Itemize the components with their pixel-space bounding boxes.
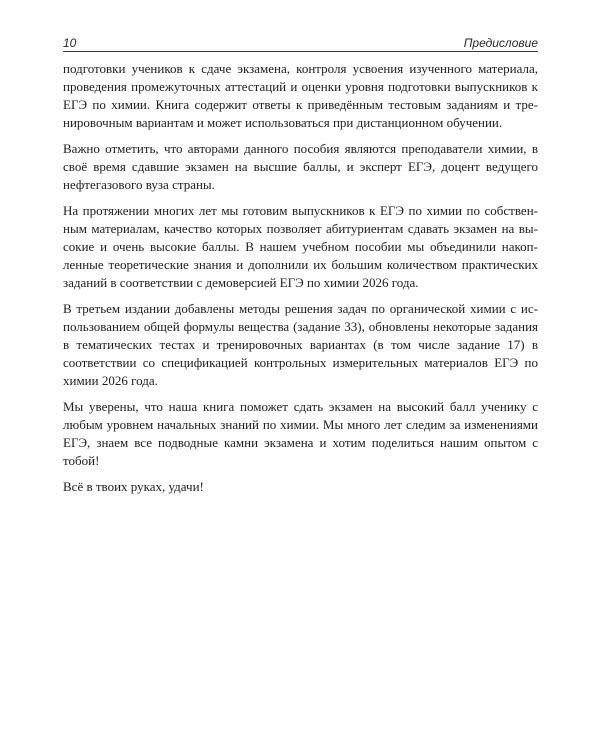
paragraph-6: Всё в твоих руках, удачи! [63,479,204,494]
body-text [63,60,538,504]
paragraph-3: На протяжении многих лет мы готовим выпускников к ЕГЭ по химии по собственным материалам, качество которых позволяет абитуриентам сдавать экзамен на высокие и очень высокие баллы. В нашем учебном пособии мы объединили накопленные теоретические знания и дополнили их большим количеством практических заданий в соответствии с демоверсией ЕГЭ по химии 2026 года. [63,203,538,290]
header-rule [63,51,538,52]
paragraph-4: В третьем издании добавлены методы решения задач по органической химии с использованием общей формулы вещества (задание 33), обновлены некоторые задания в тематических тестах и тренировочных вариантах (в том числе задание 17) в соответствии со спецификацией контрольных измерительных материалов ЕГЭ по химии 2026 года. [63,301,538,388]
paragraph-2: Важно отметить, что авторами данного пособия являются преподаватели химии, в своё время сдавшие экзамен на высшие баллы, и эксперт ЕГЭ, доцент ведущего нефтегазового вуза страны. [63,141,538,192]
running-head [63,36,538,52]
paragraph-5: Мы уверены, что наша книга поможет сдать экзамен на высокий балл ученику с любым уровнем начальных знаний по химии. Мы много лет следим за изменениями ЕГЭ, знаем все подводные камни экзамена и хотим поделиться нашим опытом с тобой! [63,399,538,468]
page-number: 10 [63,36,77,50]
paragraph-1: подготовки учеников к сдаче экзамена, контроля усвоения изученного материала, проведения промежуточных аттестаций и оценки уровня подготовки выпускников к ЕГЭ по химии. Книга содержит ответы к приведённым тестовым заданиям и тренировочным вариантам и может использоваться при дистанционном обучении. [63,61,538,130]
section-title: Предисловие [463,36,538,50]
